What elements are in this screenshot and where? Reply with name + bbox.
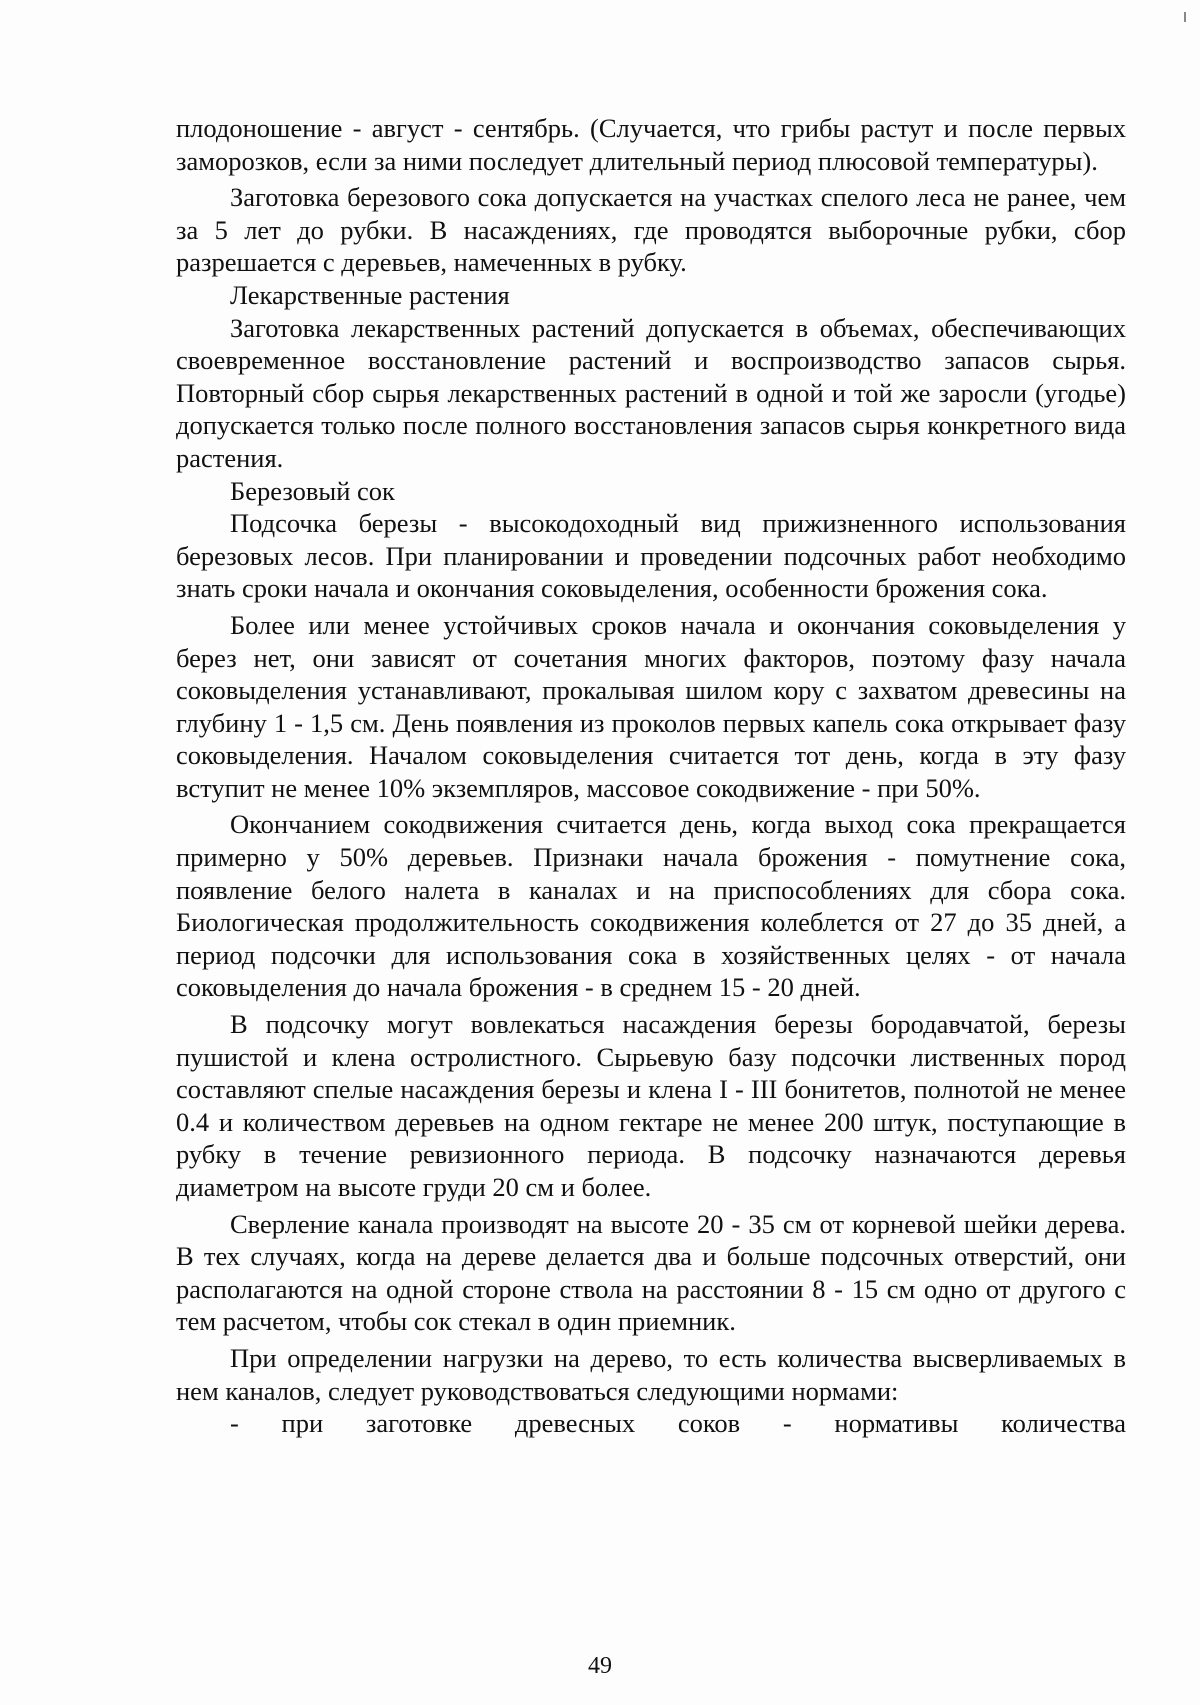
paragraph-9: При определении нагрузки на дерево, то есть количества высверливаемых в нем каналов, следует руководствоваться следующими нормами: xyxy=(176,1342,1126,1406)
section-heading-medicinal-plants: Лекарственные растения xyxy=(230,279,510,310)
paragraph-7: В подсочку могут вовлекаться насаждения березы бородавчатой, березы пушистой и клена остролистного. Сырьевую базу подсочки лиственных пород составляют спелые насаждения березы и клена I - III бонитетов, полнотой не менее 0.4 и количеством деревьев на одном гектаре не менее 200 штук, поступающие в рубку в течение ревизионного периода. В подсочку назначаются деревья диаметром на высоте груди 20 см и более. xyxy=(176,1009,1126,1202)
scan-artifact xyxy=(1184,12,1186,22)
paragraph-4: Подсочка березы - высокодоходный вид прижизненного использования березовых лесов. При планировании и проведении подсочных работ необходимо знать сроки начала и окончания соковыделения, особенности брожения сока. xyxy=(176,508,1126,604)
paragraph-6: Окончанием сокодвижения считается день, когда выход сока прекращается примерно у 50% деревьев. Признаки начала брожения - помутнение сока, появление белого налета в каналах и на приспособлениях для сбора сока. Биологическая продолжительность сокодвижения колеблется от 27 до 35 дней, а период подсочки для использования сока в хозяйственных целях - от начала соковыделения до начала брожения - в среднем 15 - 20 дней. xyxy=(176,809,1126,1003)
paragraph-2: Заготовка березового сока допускается на участках спелого леса не ранее, чем за 5 лет до рубки. В насаждениях, где проводятся выборочные рубки, сбор разрешается с деревьев, намеченных в рубку. xyxy=(176,182,1126,278)
list-item-1: - при заготовке древесных соков - нормативы количества xyxy=(230,1408,1126,1439)
document-body xyxy=(176,112,1126,1440)
paragraph-8: Сверление канала производят на высоте 20 - 35 см от корневой шейки дерева. В тех случаях, когда на дереве делается два и больше подсочных отверстий, они располагаются на одной стороне ствола на расстоянии 8 - 15 см одно от другого с тем расчетом, чтобы сок стекал в один приемник. xyxy=(176,1208,1126,1337)
paragraph-1: плодоношение - август - сентябрь. (Случается, что грибы растут и после первых заморозков, если за ними последует длительный период плюсовой температуры). xyxy=(176,113,1126,176)
paragraph-3: Заготовка лекарственных растений допускается в объемах, обеспечивающих своевременное восстановление растений и воспроизводство запасов сырья. Повторный сбор сырья лекарственных растений в одной и той же заросли (угодье) допускается только после полного восстановления запасов сырья конкретного вида растения. xyxy=(176,312,1126,473)
section-heading-birch-sap: Березовый сок xyxy=(230,475,395,506)
page-number: 49 xyxy=(588,1653,612,1679)
paragraph-5: Более или менее устойчивых сроков начала и окончания соковыделения у берез нет, они зависят от сочетания многих факторов, поэтому фазу начала соковыделения устанавливают, прокалывая шилом кору с захватом древесины на глубину 1 - 1,5 см. День появления из проколов первых капель сока открывает фазу соковыделения. Началом соковыделения считается тот день, когда в эту фазу вступит не менее 10% экземпляров, массовое сокодвижение - при 50%. xyxy=(176,609,1126,803)
